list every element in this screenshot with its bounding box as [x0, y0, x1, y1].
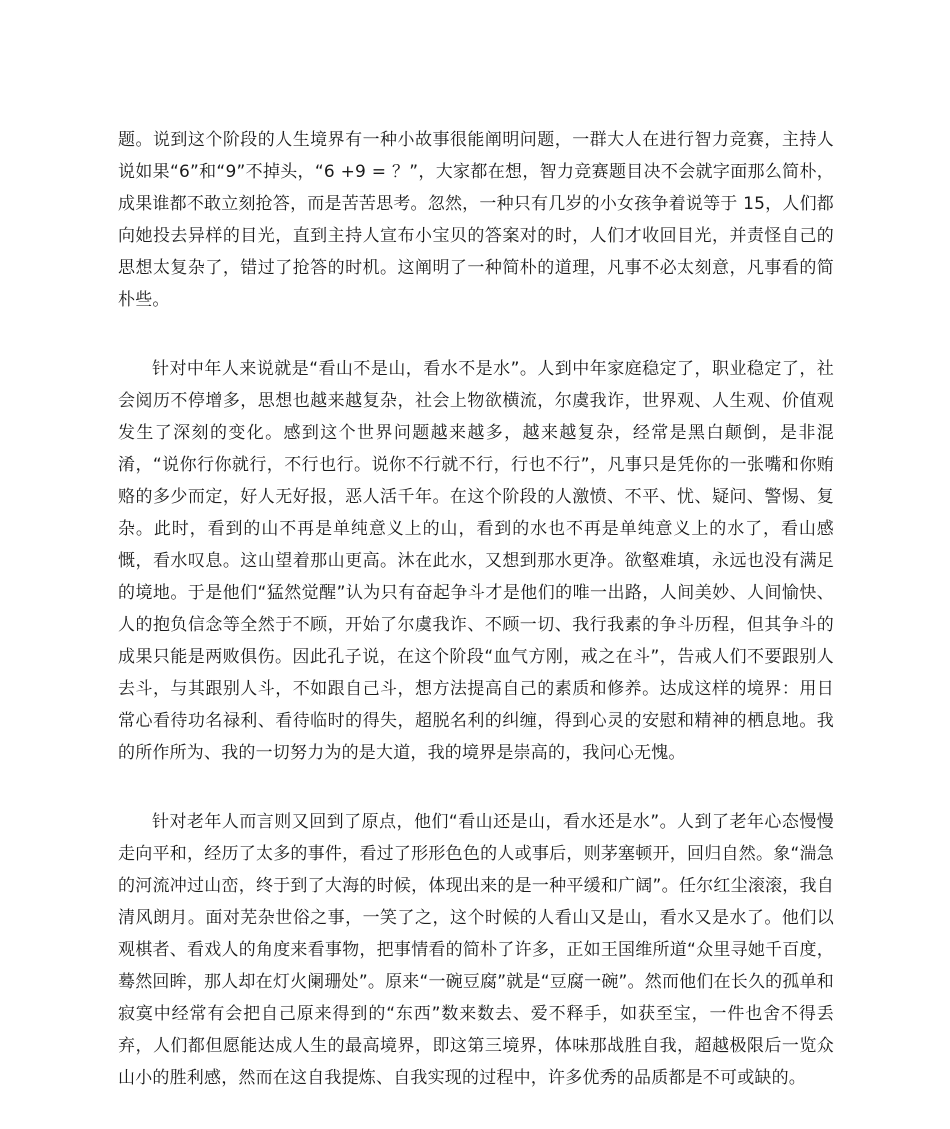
- paragraph-middle-age: 针对中年人来说就是“看山不是山，看水不是水”。人到中年家庭稳定了，职业稳定了，社会阅历不停增多，思想也越来越复杂，社会上物欲横流，尔虞我诈，世界观、人生观、价值观发生了深刻的变化。感到这个世界问题越来越多，越来越复杂，经常是黑白颠倒，是非混淆，“说你行你就行，不行也行。说你不行就不行，行也不行”，凡事只是凭你的一张嘴和你贿赂的多少而定，好人无好报，恶人活千年。在这个阶段的人激愤、不平、忧、疑问、警惕、复杂。此时，看到的山不再是单纯意义上的山，看到的水也不再是单纯意义上的水了，看山感慨，看水叹息。这山望着那山更高。沐在此水，又想到那水更净。欲壑难填，永远也没有满足的境地。于是他们“猛然觉醒”认为只有奋起争斗才是他们的唯一出路，人间美妙、人间愉快、人的抱负信念等全然于不顾，开始了尔虞我诈、不顾一切、我行我素的争斗历程，但其争斗的成果只能是两败俱伤。因此孔子说，在这个阶段“血气方刚，戒之在斗”，告戒人们不要跟别人去斗，与其跟别人斗，不如跟自己斗，想方法提高自己的素质和修养。达成这样的境界：用日常心看待功名禄利、看待临时的得失，超脱名利的纠缠，得到心灵的安慰和精神的栖息地。我的所作所为、我的一切努力为的是大道，我的境界是崇高的，我问心无愧。: [118, 359, 834, 763]
- paragraph-story-continuation: 题。说到这个阶段的人生境界有一种小故事很能阐明问题，一群大人在进行智力竞赛，主持人说如果“6”和“9”不掉头，“6 +9 = ？”，大家都在想，智力竞赛题目决不会就字面那么简朴，成果谁都不敢立刻抢答，而是苦苦思考。忽然，一种只有几岁的小女孩争着说等于 15，人们都向她投去异样的目光，直到主持人宣布小宝贝的答案对的时，人们才收回目光，并责怪自己的思想太复杂了，错过了抢答的时机。这阐明了一种简朴的道理，凡事不必太刻意，凡事看的简朴些。: [118, 130, 834, 310]
- paragraph-old-age: 针对老年人而言则又回到了原点，他们“看山还是山，看水还是水”。人到了老年心态慢慢走向平和，经历了太多的事件，看过了形形色色的人或事后，则茅塞顿开，回归自然。象“湍急的河流冲过山峦，终于到了大海的时候，体现出来的是一种平缓和广阔”。任尔红尘滚滚，我自清风朗月。面对芜杂世俗之事，一笑了之，这个时候的人看山又是山，看水又是水了。他们以观棋者、看戏人的角度来看事物，把事情看的简朴了许多，正如王国维所道“众里寻她千百度，蓦然回眸，那人却在灯火阑珊处”。原来“一碗豆腐”就是“豆腐一碗”。然而他们在长久的孤单和寂寞中经常有会把自己原来得到的“东西”数来数去、爱不释手，如获至宝，一件也舍不得丢弃，人们都但愿能达成人生的最高境界，即这第三境界，体味那战胜自我，超越极限后一览众山小的胜利感，然而在这自我提炼、自我实现的过程中，许多优秀的品质都是不可或缺的。: [118, 812, 834, 1088]
- document-page: [118, 124, 834, 1094]
